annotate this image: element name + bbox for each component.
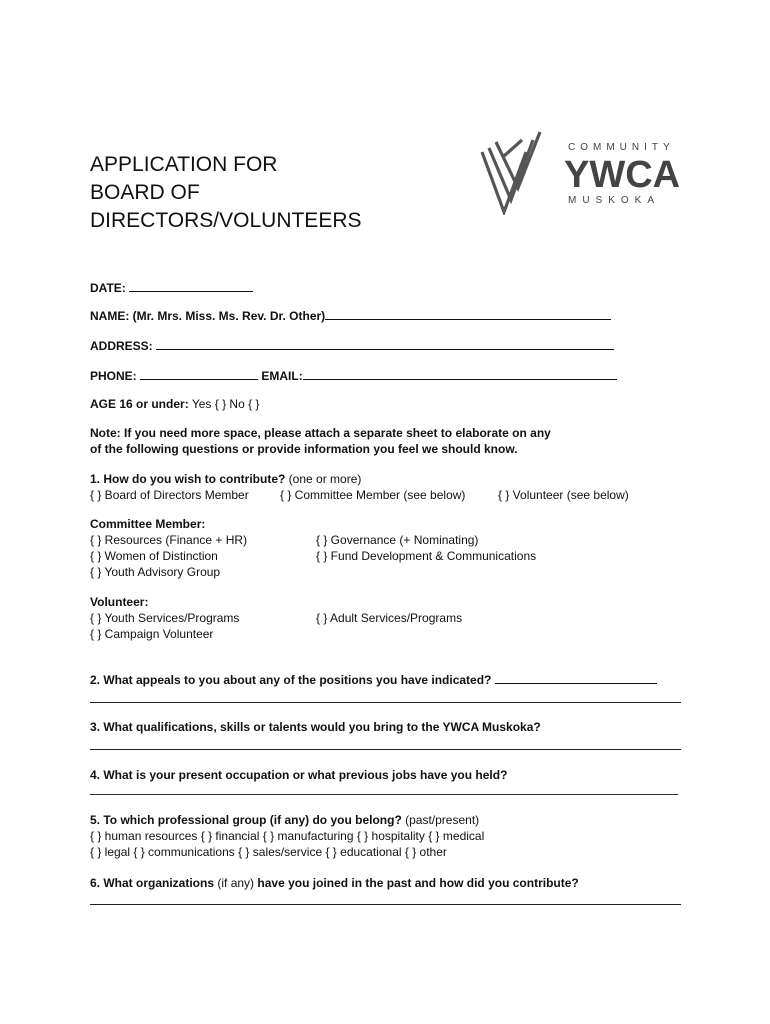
title-line-1: APPLICATION FOR <box>90 153 278 176</box>
question-3: 3. What qualifications, skills or talents would you bring to the YWCA Muskoka? <box>90 720 541 734</box>
q1-hint: (one or more) <box>288 472 362 486</box>
email-label: EMAIL: <box>261 369 303 383</box>
q6-answer-line[interactable] <box>90 904 681 905</box>
q1-option-board[interactable]: { } Board of Directors Member <box>90 488 249 502</box>
note-line-2: of the following questions or provide information you feel we should know. <box>90 442 518 456</box>
q6-part-a: 6. What organizations <box>90 876 215 890</box>
chevron-logo-icon <box>480 130 680 215</box>
q2-answer-line[interactable] <box>90 702 681 703</box>
date-blank[interactable] <box>129 279 253 292</box>
q1-option-committee[interactable]: { } Committee Member (see below) <box>280 488 466 502</box>
question-2 <box>90 671 657 688</box>
q5-label: 5. To which professional group (if any) do you belong? <box>90 813 402 827</box>
committee-option-governance[interactable]: { } Governance (+ Nominating) <box>316 533 479 547</box>
age-label: AGE 16 or under: <box>90 397 189 411</box>
ywca-muskoka-logo <box>480 130 680 215</box>
q4-answer-line[interactable] <box>90 794 678 795</box>
logo-bottom-text: MUSKOKA <box>568 195 661 206</box>
form-title <box>90 151 362 235</box>
date-label: DATE: <box>90 281 126 295</box>
q6-part-c: have you joined in the past and how did you contribute? <box>257 876 579 890</box>
address-blank[interactable] <box>156 337 614 350</box>
title-line-2: BOARD OF <box>90 181 200 204</box>
title-line-3: DIRECTORS/VOLUNTEERS <box>90 209 362 232</box>
age-options[interactable]: Yes { } No { } <box>191 397 260 411</box>
volunteer-heading: Volunteer: <box>90 595 149 609</box>
phone-label: PHONE: <box>90 369 137 383</box>
address-field[interactable] <box>90 337 614 354</box>
address-label: ADDRESS: <box>90 339 153 353</box>
q6-part-b: (if any) <box>217 876 255 890</box>
volunteer-option-adult-services[interactable]: { } Adult Services/Programs <box>316 611 463 625</box>
name-label: NAME: (Mr. Mrs. Miss. Ms. Rev. Dr. Other) <box>90 309 326 323</box>
q3-answer-line[interactable] <box>90 749 681 750</box>
date-field[interactable] <box>90 279 253 296</box>
q2-inline-blank[interactable] <box>495 671 657 684</box>
age-field[interactable] <box>90 396 259 412</box>
email-blank[interactable] <box>303 367 617 380</box>
question-5 <box>90 812 479 828</box>
committee-heading: Committee Member: <box>90 517 206 531</box>
q5-hint: (past/present) <box>405 813 480 827</box>
q2-label: 2. What appeals to you about any of the positions you have indicated? <box>90 673 492 687</box>
volunteer-option-campaign[interactable]: { } Campaign Volunteer <box>90 627 214 641</box>
name-blank[interactable] <box>325 307 611 320</box>
committee-option-resources[interactable]: { } Resources (Finance + HR) <box>90 533 248 547</box>
question-6 <box>90 875 579 891</box>
committee-option-fund-development[interactable]: { } Fund Development & Communications <box>316 549 537 563</box>
note <box>90 425 551 457</box>
q5-options-line-1[interactable]: { } human resources { } financial { } manufacturing { } hospitality { } medical <box>90 829 485 843</box>
question-1 <box>90 471 361 487</box>
question-4: 4. What is your present occupation or what previous jobs have you held? <box>90 768 508 782</box>
q5-options-line-2[interactable]: { } legal { } communications { } sales/service { } educational { } other <box>90 845 447 859</box>
note-line-1: Note: If you need more space, please attach a separate sheet to elaborate on any <box>90 426 551 440</box>
volunteer-option-youth-services[interactable]: { } Youth Services/Programs <box>90 611 240 625</box>
logo-main-text: YWCA <box>564 154 680 196</box>
phone-blank[interactable] <box>140 367 258 380</box>
committee-option-women[interactable]: { } Women of Distinction <box>90 549 218 563</box>
name-field[interactable] <box>90 307 611 324</box>
q1-option-volunteer[interactable]: { } Volunteer (see below) <box>498 488 629 502</box>
q1-label: 1. How do you wish to contribute? <box>90 472 286 486</box>
logo-top-text: COMMUNITY <box>568 142 675 153</box>
committee-option-youth-advisory[interactable]: { } Youth Advisory Group <box>90 565 221 579</box>
phone-email-field[interactable] <box>90 367 617 384</box>
